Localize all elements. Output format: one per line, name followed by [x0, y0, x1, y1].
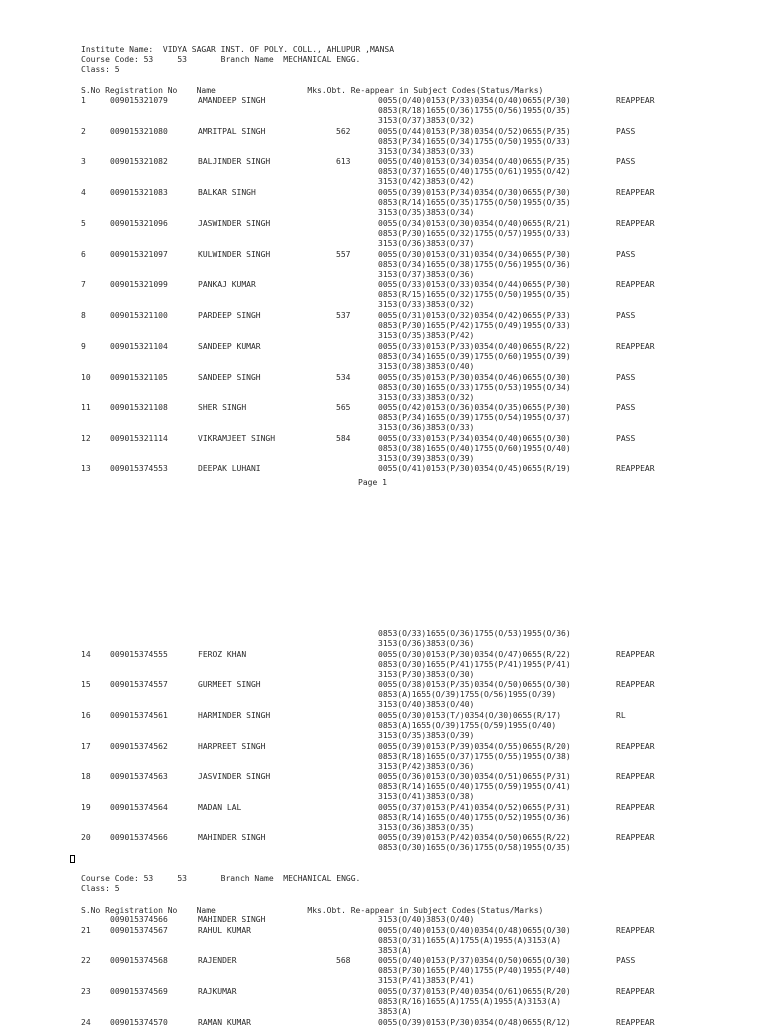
- subject-codes-line: 0055(O/30)0153(T/)0354(O/30)0655(R/17): [378, 711, 562, 720]
- carryover-codes: 3153(O/40)3853(O/40): [378, 915, 475, 924]
- subject-codes-line: 0853(O/30)1655(O/36)1755(O/58)1955(O/35): [378, 843, 571, 852]
- registration-number: 009015374553: [110, 464, 168, 473]
- result-status: REAPPEAR: [616, 742, 655, 751]
- subject-codes-line: 0853(O/34)1655(O/38)1755(O/56)1955(O/36): [378, 260, 571, 269]
- serial-number: 6: [81, 250, 86, 259]
- subject-codes-line: 0853(R/16)1655(A)1755(A)1955(A)3153(A): [378, 997, 562, 1006]
- result-status: REAPPEAR: [616, 833, 655, 842]
- serial-number: 11: [81, 403, 91, 412]
- registration-number: 009015374564: [110, 803, 168, 812]
- marks-obtained: 562: [336, 127, 351, 136]
- registration-number: 009015374557: [110, 680, 168, 689]
- subject-codes-line: 3153(P/42)3853(O/36): [378, 762, 475, 771]
- subject-codes-line: 0055(O/40)0153(O/40)0354(O/48)0655(O/30): [378, 926, 571, 935]
- subject-codes-line: 0853(R/14)1655(O/40)1755(O/59)1955(O/41): [378, 782, 571, 791]
- subject-codes-line: 3153(O/35)3853(P/42): [378, 331, 475, 340]
- result-status: REAPPEAR: [616, 342, 655, 351]
- subject-codes-line: 0055(O/39)0153(P/42)0354(O/50)0655(R/22): [378, 833, 571, 842]
- registration-number: 009015374568: [110, 956, 168, 965]
- carryover-name: MAHINDER SINGH: [198, 915, 266, 924]
- marks-obtained: 537: [336, 311, 351, 320]
- registration-number: 009015321100: [110, 311, 168, 320]
- result-status: REAPPEAR: [616, 987, 655, 996]
- serial-number: 21: [81, 926, 91, 935]
- subject-codes-line: 3153(O/40)3853(O/40): [378, 700, 475, 709]
- subject-codes-line: 0055(O/42)0153(O/36)0354(O/35)0655(P/30): [378, 403, 571, 412]
- subject-codes-line: 3153(O/36)3853(O/33): [378, 423, 475, 432]
- result-status: REAPPEAR: [616, 803, 655, 812]
- student-name: PANKAJ KUMAR: [198, 280, 256, 289]
- serial-number: 17: [81, 742, 91, 751]
- subject-codes-line: 0853(P/34)1655(O/34)1755(O/50)1955(O/33): [378, 137, 571, 146]
- subject-codes-line: 0853(R/14)1655(O/40)1755(O/52)1955(O/36): [378, 813, 571, 822]
- subject-codes-line: 3153(O/39)3853(O/39): [378, 454, 475, 463]
- column-headers: S.No Registration No Name Mks.Obt. Re-appear in Subject Codes(Status/Marks): [81, 86, 544, 95]
- serial-number: 2: [81, 127, 86, 136]
- subject-codes-line: 3153(O/37)3853(O/32): [378, 116, 475, 125]
- registration-number: 009015321097: [110, 250, 168, 259]
- marks-obtained: 584: [336, 434, 351, 443]
- subject-codes-line: 0055(O/44)0153(P/38)0354(O/52)0655(P/35): [378, 127, 571, 136]
- student-name: AMANDEEP SINGH: [198, 96, 266, 105]
- student-name: RAMAN KUMAR: [198, 1018, 251, 1027]
- subject-codes-line: 0055(O/35)0153(P/30)0354(O/46)0655(O/30): [378, 373, 571, 382]
- result-status: PASS: [616, 956, 636, 965]
- subject-codes-line: 0853(O/38)1655(O/40)1755(O/60)1955(O/40): [378, 444, 571, 453]
- subject-codes-line: 0853(P/30)1655(P/42)1755(O/49)1955(O/33): [378, 321, 571, 330]
- student-name: HARMINDER SINGH: [198, 711, 271, 720]
- subject-codes-line: 3153(O/38)3853(O/40): [378, 362, 475, 371]
- subject-codes-line: 0055(O/34)0153(O/30)0354(O/40)0655(R/21): [378, 219, 571, 228]
- subject-codes-line: 0055(O/31)0153(O/32)0354(O/42)0655(P/33): [378, 311, 571, 320]
- serial-number: 4: [81, 188, 86, 197]
- student-name: KULWINDER SINGH: [198, 250, 271, 259]
- subject-codes-line: 0055(O/30)0153(O/31)0354(O/34)0655(P/30): [378, 250, 571, 259]
- subject-codes-line: 3153(O/37)3853(O/36): [378, 270, 475, 279]
- result-status: REAPPEAR: [616, 96, 655, 105]
- serial-number: 15: [81, 680, 91, 689]
- subject-codes-line: 0853(A)1655(O/39)1755(O/56)1955(O/39): [378, 690, 557, 699]
- serial-number: 8: [81, 311, 86, 320]
- serial-number: 23: [81, 987, 91, 996]
- registration-number: 009015321099: [110, 280, 168, 289]
- subject-codes-line: 0853(O/31)1655(A)1755(A)1955(A)3153(A): [378, 936, 562, 945]
- marks-obtained: 568: [336, 956, 351, 965]
- result-status: PASS: [616, 434, 636, 443]
- registration-number: 009015321080: [110, 127, 168, 136]
- course-branch-line: Course Code: 53 53 Branch Name MECHANICAL ENGG.: [81, 874, 361, 883]
- subject-codes-line: 0853(O/30)1655(P/41)1755(P/41)1955(P/41): [378, 660, 571, 669]
- serial-number: 22: [81, 956, 91, 965]
- class-line: Class: 5: [81, 65, 120, 74]
- serial-number: 16: [81, 711, 91, 720]
- student-name: AMRITPAL SINGH: [198, 127, 266, 136]
- registration-number: 009015374555: [110, 650, 168, 659]
- marks-obtained: 613: [336, 157, 351, 166]
- registration-number: 009015374563: [110, 772, 168, 781]
- student-name: RAHUL KUMAR: [198, 926, 251, 935]
- student-name: SHER SINGH: [198, 403, 247, 412]
- registration-number: 009015321105: [110, 373, 168, 382]
- subject-codes-line: 3153(O/33)3853(O/32): [378, 300, 475, 309]
- subject-codes-line: 0055(O/39)0153(P/30)0354(O/48)0655(R/12): [378, 1018, 571, 1027]
- serial-number: 12: [81, 434, 91, 443]
- subject-codes-line: 0055(O/33)0153(O/33)0354(O/44)0655(P/30): [378, 280, 571, 289]
- student-name: SANDEEP SINGH: [198, 373, 261, 382]
- serial-number: 13: [81, 464, 91, 473]
- subject-codes-line: 3153(O/35)3853(O/34): [378, 208, 475, 217]
- continued-codes-line: 3153(O/36)3853(O/36): [378, 639, 475, 648]
- subject-codes-line: 3153(O/36)3853(O/37): [378, 239, 475, 248]
- subject-codes-line: 3153(O/42)3853(O/42): [378, 177, 475, 186]
- serial-number: 7: [81, 280, 86, 289]
- subject-codes-line: 3853(A): [378, 946, 412, 955]
- registration-number: 009015321083: [110, 188, 168, 197]
- registration-number: 009015321104: [110, 342, 168, 351]
- column-headers: S.No Registration No Name Mks.Obt. Re-appear in Subject Codes(Status/Marks): [81, 906, 544, 915]
- subject-codes-line: 0853(P/30)1655(P/40)1755(P/40)1955(P/40): [378, 966, 571, 975]
- subject-codes-line: 0055(O/37)0153(P/41)0354(O/52)0655(P/31): [378, 803, 571, 812]
- student-name: GURMEET SINGH: [198, 680, 261, 689]
- subject-codes-line: 0055(O/39)0153(P/39)0354(O/55)0655(R/20): [378, 742, 571, 751]
- result-status: REAPPEAR: [616, 464, 655, 473]
- subject-codes-line: 0055(O/40)0153(P/33)0354(O/40)0655(P/30): [378, 96, 571, 105]
- student-name: MAHINDER SINGH: [198, 833, 266, 842]
- serial-number: 24: [81, 1018, 91, 1027]
- registration-number: 009015374561: [110, 711, 168, 720]
- student-name: JASWINDER SINGH: [198, 219, 271, 228]
- registration-number: 009015321114: [110, 434, 168, 443]
- result-status: REAPPEAR: [616, 650, 655, 659]
- serial-number: 20: [81, 833, 91, 842]
- student-name: MADAN LAL: [198, 803, 242, 812]
- result-status: REAPPEAR: [616, 680, 655, 689]
- serial-number: 9: [81, 342, 86, 351]
- class-line: Class: 5: [81, 884, 120, 893]
- marks-obtained: 557: [336, 250, 351, 259]
- result-status: REAPPEAR: [616, 280, 655, 289]
- continued-codes-line: 0853(O/33)1655(O/36)1755(O/53)1955(O/36): [378, 629, 571, 638]
- student-name: DEEPAK LUHANI: [198, 464, 261, 473]
- subject-codes-line: 3153(O/34)3853(O/33): [378, 147, 475, 156]
- student-name: RAJKUMAR: [198, 987, 237, 996]
- subject-codes-line: 0055(O/33)0153(P/33)0354(O/40)0655(R/22): [378, 342, 571, 351]
- subject-codes-line: 3153(P/41)3853(P/41): [378, 976, 475, 985]
- subject-codes-line: 0055(O/41)0153(P/30)0354(O/45)0655(R/19): [378, 464, 571, 473]
- subject-codes-line: 0853(A)1655(O/39)1755(O/59)1955(O/40): [378, 721, 557, 730]
- result-status: PASS: [616, 157, 636, 166]
- subject-codes-line: 0853(O/37)1655(O/40)1755(O/61)1955(O/42): [378, 167, 571, 176]
- result-status: REAPPEAR: [616, 188, 655, 197]
- registration-number: 009015374566: [110, 833, 168, 842]
- registration-number: 009015321108: [110, 403, 168, 412]
- result-status: REAPPEAR: [616, 1018, 655, 1027]
- subject-codes-line: 0853(R/14)1655(O/35)1755(O/50)1955(O/35): [378, 198, 571, 207]
- subject-codes-line: 0055(O/38)0153(P/35)0354(O/50)0655(O/30): [378, 680, 571, 689]
- result-status: REAPPEAR: [616, 926, 655, 935]
- subject-codes-line: 3153(O/41)3853(O/38): [378, 792, 475, 801]
- student-name: FEROZ KHAN: [198, 650, 247, 659]
- registration-number: 009015374570: [110, 1018, 168, 1027]
- registration-number: 009015321079: [110, 96, 168, 105]
- subject-codes-line: 0853(O/34)1655(O/39)1755(O/60)1955(O/39): [378, 352, 571, 361]
- student-name: HARPREET SINGH: [198, 742, 266, 751]
- result-status: PASS: [616, 373, 636, 382]
- subject-codes-line: 0055(O/33)0153(P/34)0354(O/40)0655(O/30): [378, 434, 571, 443]
- marks-obtained: 534: [336, 373, 351, 382]
- page-number: Page 1: [358, 478, 387, 487]
- registration-number: 009015374567: [110, 926, 168, 935]
- subject-codes-line: 0055(O/30)0153(P/30)0354(O/47)0655(R/22): [378, 650, 571, 659]
- subject-codes-line: 3153(O/33)3853(O/32): [378, 393, 475, 402]
- subject-codes-line: 3153(P/30)3853(O/30): [378, 670, 475, 679]
- subject-codes-line: 0853(R/18)1655(O/37)1755(O/55)1955(O/38): [378, 752, 571, 761]
- subject-codes-line: 0055(O/36)0153(O/30)0354(O/51)0655(P/31): [378, 772, 571, 781]
- result-status: PASS: [616, 311, 636, 320]
- serial-number: 19: [81, 803, 91, 812]
- student-name: JASVINDER SINGH: [198, 772, 271, 781]
- subject-codes-line: 0055(O/39)0153(P/34)0354(O/30)0655(P/30): [378, 188, 571, 197]
- subject-codes-line: 3853(A): [378, 1007, 412, 1016]
- carryover-registration: 009015374566: [110, 915, 168, 924]
- subject-codes-line: 0055(O/40)0153(P/37)0354(O/50)0655(O/30): [378, 956, 571, 965]
- subject-codes-line: 0055(O/40)0153(O/34)0354(O/40)0655(P/35): [378, 157, 571, 166]
- subject-codes-line: 0853(R/15)1655(O/32)1755(O/50)1955(O/35): [378, 290, 571, 299]
- student-name: BALKAR SINGH: [198, 188, 256, 197]
- subject-codes-line: 3153(O/35)3853(O/39): [378, 731, 475, 740]
- serial-number: 3: [81, 157, 86, 166]
- registration-number: 009015321082: [110, 157, 168, 166]
- result-status: PASS: [616, 403, 636, 412]
- subject-codes-line: 0853(O/30)1655(O/33)1755(O/53)1955(O/34): [378, 383, 571, 392]
- page-break-marker: [70, 855, 75, 863]
- registration-number: 009015321096: [110, 219, 168, 228]
- student-name: VIKRAMJEET SINGH: [198, 434, 276, 443]
- serial-number: 14: [81, 650, 91, 659]
- student-name: PARDEEP SINGH: [198, 311, 261, 320]
- student-name: SANDEEP KUMAR: [198, 342, 261, 351]
- institute-name: Institute Name: VIDYA SAGAR INST. OF POLY. COLL., AHLUPUR ,MANSA: [81, 45, 395, 54]
- result-status: PASS: [616, 250, 636, 259]
- student-name: RAJENDER: [198, 956, 237, 965]
- subject-codes-line: 0853(P/34)1655(O/39)1755(O/54)1955(O/37): [378, 413, 571, 422]
- result-status: REAPPEAR: [616, 772, 655, 781]
- result-status: REAPPEAR: [616, 219, 655, 228]
- subject-codes-line: 0853(P/30)1655(O/32)1755(O/57)1955(O/33): [378, 229, 571, 238]
- serial-number: 18: [81, 772, 91, 781]
- result-status: PASS: [616, 127, 636, 136]
- registration-number: 009015374569: [110, 987, 168, 996]
- serial-number: 10: [81, 373, 91, 382]
- serial-number: 5: [81, 219, 86, 228]
- result-status: RL: [616, 711, 626, 720]
- student-name: BALJINDER SINGH: [198, 157, 271, 166]
- subject-codes-line: 0055(O/37)0153(P/40)0354(O/61)0655(R/20): [378, 987, 571, 996]
- subject-codes-line: 3153(O/36)3853(O/35): [378, 823, 475, 832]
- marks-obtained: 565: [336, 403, 351, 412]
- registration-number: 009015374562: [110, 742, 168, 751]
- subject-codes-line: 0853(R/18)1655(O/36)1755(O/56)1955(O/35): [378, 106, 571, 115]
- serial-number: 1: [81, 96, 86, 105]
- course-branch-line: Course Code: 53 53 Branch Name MECHANICAL ENGG.: [81, 55, 361, 64]
